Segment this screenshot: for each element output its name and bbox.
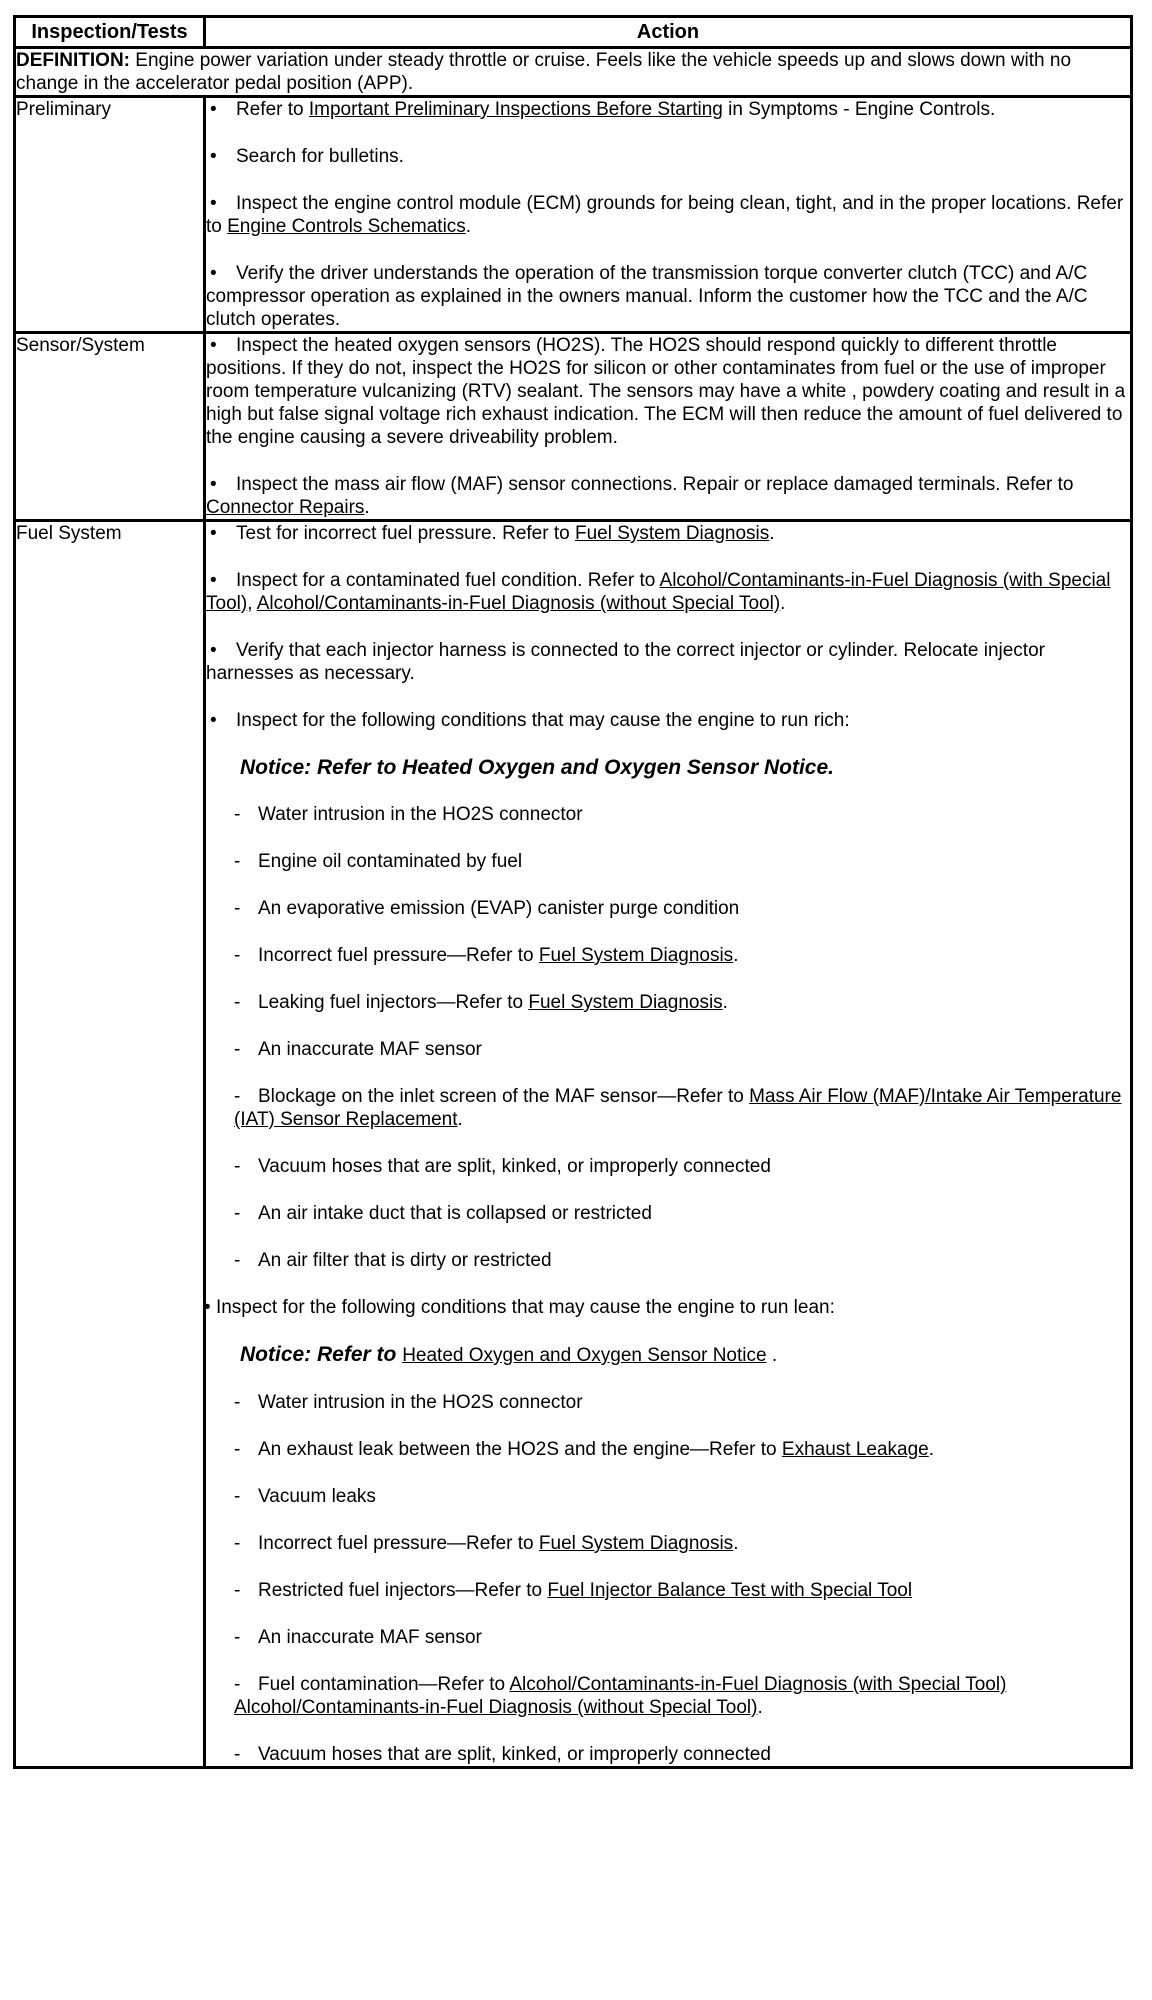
link-fuel-system-diagnosis[interactable]: Fuel System Diagnosis: [538, 945, 734, 966]
notice-rich: Notice: Refer to Heated Oxygen and Oxygen Sensor Notice.: [240, 756, 834, 779]
sensor-system-row: [15, 333, 1132, 521]
link-maf-iat-sensor-replacement[interactable]: Mass Air Flow (MAF)/Intake Air Temperature (IAT) Sensor Replacement: [234, 1086, 1122, 1130]
link-connector-repairs[interactable]: Connector Repairs: [206, 497, 365, 518]
list-item: - Leaking fuel injectors—Refer to Fuel System Diagnosis.: [234, 992, 728, 1013]
list-item: - Vacuum hoses that are split, kinked, or improperly connected: [234, 1156, 771, 1177]
row-label-preliminary: Preliminary: [15, 97, 205, 333]
header-action: Action: [205, 17, 1132, 48]
list-item: - Water intrusion in the HO2S connector: [234, 804, 583, 825]
definition-cell: [15, 48, 1132, 97]
list-item: - An inaccurate MAF sensor: [234, 1039, 482, 1060]
link-preliminary-inspections[interactable]: Important Preliminary Inspections Before Starting: [308, 99, 723, 120]
list-item: • Refer to Important Preliminary Inspections Before Starting in Symptoms - Engine Controls.: [210, 99, 996, 120]
fuel-system-row: [15, 521, 1132, 1768]
link-alcohol-diag-with-tool[interactable]: Alcohol/Contaminants-in-Fuel Diagnosis (with Special Tool): [206, 570, 1111, 614]
link-fuel-injector-balance-test[interactable]: Fuel Injector Balance Test with Special Tool: [547, 1580, 913, 1601]
list-item: - Incorrect fuel pressure—Refer to Fuel System Diagnosis.: [234, 1533, 739, 1554]
list-item: • Inspect for the following conditions that may cause the engine to run rich:: [210, 710, 850, 731]
preliminary-row: [15, 97, 1132, 333]
diagnostic-table: [13, 15, 1133, 1769]
list-item: - Engine oil contaminated by fuel: [234, 851, 523, 872]
list-item: - Vacuum hoses that are split, kinked, or improperly connected: [234, 1744, 771, 1765]
list-item: - An air intake duct that is collapsed or restricted: [234, 1203, 652, 1224]
sensor-system-actions: [205, 333, 1132, 521]
list-item: • Inspect the engine control module (ECM) grounds for being clean, tight, and in the proper locations. Refer to Engine Controls Schematics.: [206, 193, 1124, 237]
definition-label: DEFINITION:: [16, 50, 130, 71]
link-alcohol-diag-without-tool[interactable]: Alcohol/Contaminants-in-Fuel Diagnosis (without Special Tool): [234, 1697, 758, 1718]
link-exhaust-leakage[interactable]: Exhaust Leakage: [781, 1439, 929, 1460]
row-label-sensor-system: Sensor/System: [15, 333, 205, 521]
list-item: - An air filter that is dirty or restricted: [234, 1250, 552, 1271]
list-item: - Blockage on the inlet screen of the MAF sensor—Refer to Mass Air Flow (MAF)/Intake Air Temperature (IAT) Sensor Replacement.: [234, 1086, 1122, 1130]
link-alcohol-diag-with-tool[interactable]: Alcohol/Contaminants-in-Fuel Diagnosis (with Special Tool): [509, 1674, 1007, 1695]
list-item: - Water intrusion in the HO2S connector: [234, 1392, 583, 1413]
list-item: • Search for bulletins.: [210, 146, 404, 167]
definition-text: Engine power variation under steady throttle or cruise. Feels like the vehicle speeds up and slows down with no change in the accelerator pedal position (APP).: [16, 50, 1072, 94]
list-item: • Test for incorrect fuel pressure. Refer to Fuel System Diagnosis.: [210, 523, 775, 544]
list-item: - An exhaust leak between the HO2S and the engine—Refer to Exhaust Leakage.: [234, 1439, 935, 1460]
list-item: • Inspect for a contaminated fuel condition. Refer to Alcohol/Contaminants-in-Fuel Diagnosis (with Special Tool), Alcohol/Contaminants-in-Fuel Diagnosis (without Special Tool).: [206, 570, 1111, 614]
link-fuel-system-diagnosis[interactable]: Fuel System Diagnosis: [528, 992, 723, 1013]
list-item: - Fuel contamination—Refer to Alcohol/Contaminants-in-Fuel Diagnosis (with Special Tool) Alcohol/Contaminants-in-Fuel Diagnosis (without Special Tool).: [234, 1674, 1007, 1718]
preliminary-actions: [205, 97, 1132, 333]
link-engine-controls-schematics[interactable]: Engine Controls Schematics: [227, 216, 466, 237]
list-item: • Inspect for the following conditions that may cause the engine to run lean:: [204, 1297, 835, 1318]
link-alcohol-diag-without-tool[interactable]: Alcohol/Contaminants-in-Fuel Diagnosis (without Special Tool): [256, 593, 781, 614]
list-item: • Verify the driver understands the operation of the transmission torque converter clutch (TCC) and A/C compressor operation as explained in the owners manual. Inform the customer how the TCC and the A/C clutch operates.: [206, 263, 1088, 330]
list-item: - An evaporative emission (EVAP) canister purge condition: [234, 898, 740, 919]
list-item: - Incorrect fuel pressure—Refer to Fuel System Diagnosis.: [234, 945, 739, 966]
link-oxygen-sensor-notice[interactable]: Heated Oxygen and Oxygen Sensor Notice: [402, 1345, 767, 1366]
header-row: [15, 17, 1132, 48]
header-inspection-tests: Inspection/Tests: [15, 17, 205, 48]
link-fuel-system-diagnosis[interactable]: Fuel System Diagnosis: [574, 523, 770, 544]
fuel-system-actions: [205, 521, 1132, 1768]
list-item: • Inspect the heated oxygen sensors (HO2S). The HO2S should respond quickly to different throttle positions. If they do not, inspect the HO2S for silicon or other contaminates from fuel or the use of improper room temperature vulcanizing (RTV) sealant. The sensors may have a white , powdery coating and result in a high but false signal voltage rich exhaust indication. The ECM will then reduce the amount of fuel delivered to the engine causing a severe driveability problem.: [206, 335, 1126, 448]
link-fuel-system-diagnosis[interactable]: Fuel System Diagnosis: [538, 1533, 734, 1554]
list-item: - An inaccurate MAF sensor: [234, 1627, 482, 1648]
definition-row: [15, 48, 1132, 97]
list-item: - Restricted fuel injectors—Refer to Fuel Injector Balance Test with Special Tool: [234, 1580, 913, 1601]
notice-lean: Notice: Refer to Heated Oxygen and Oxygen Sensor Notice .: [240, 1343, 778, 1366]
list-item: • Inspect the mass air flow (MAF) sensor connections. Repair or replace damaged terminals. Refer to Connector Repairs.: [206, 474, 1074, 518]
list-item: - Vacuum leaks: [234, 1486, 376, 1507]
row-label-fuel-system: Fuel System: [15, 521, 205, 1768]
list-item: • Verify that each injector harness is connected to the correct injector or cylinder. Relocate injector harnesses as necessary.: [206, 640, 1045, 684]
